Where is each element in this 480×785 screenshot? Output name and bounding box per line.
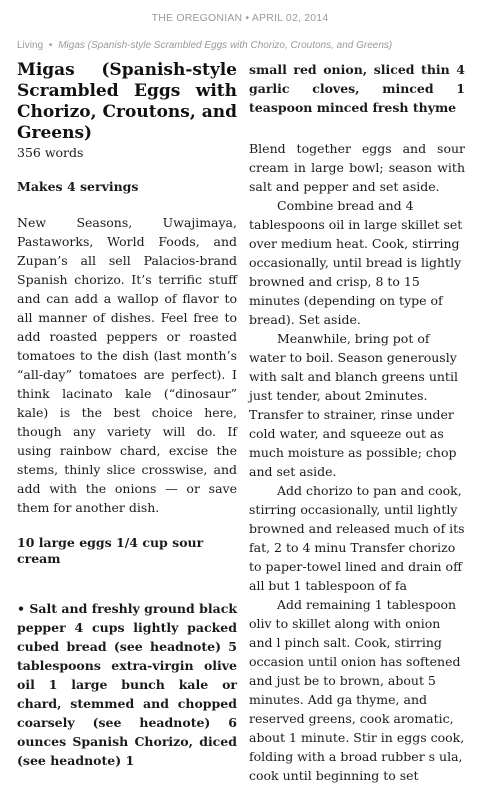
step-paragraph: Combine bread and 4 tablespoons oil in large skillet set over medium heat. Cook, stirring occasionally, until bread is lightly browned and crisp, 8 to 15 minutes (depending on type of bread). Set aside.	[249, 198, 463, 327]
breadcrumb	[17, 40, 467, 51]
servings-line: Makes 4 servings	[17, 179, 139, 194]
word-count: 356 words	[17, 145, 84, 160]
step-paragraph: Add remaining 1 tablespoon oliv to skillet along with onion and l pinch salt. Cook, stirring occasion until onion has softened and just be to brown, about 5 minutes. Add ga thyme, and reserved greens, cook aromatic, about 1 minute. Stir in eggs cook, folding with a broad rubber s ula, cook until beginning to set	[249, 597, 465, 783]
step-paragraph: Meanwhile, bring pot of water to boil. Season generously with salt and blanch greens until just tender, about 2minutes. Transfer to strainer, rinse under cold water, and squeeze out as much moisture as possible; chop and set aside.	[249, 331, 458, 479]
breadcrumb-separator: •	[48, 40, 53, 51]
publication-masthead: THE OREGONIAN • APRIL 02, 2014	[151, 12, 329, 24]
intro-paragraph: New Seasons, Uwajimaya, Pastaworks, World Foods, and Zupan’s all sell Palacios-brand Spanish chorizo. It’s terrific stuff and can add a wallop of flavor to all manner of dishes. Feel free to add roasted peppers or roasted tomatoes to the dish (last month’s “all-day” tomatoes are perfect). I think lacinato kale (“dinosaur” kale) is the best choice here, though any variety will do. If using rainbow chard, excise the stems, thinly slice crosswise, and add with the onions — or save them for another dish.	[17, 215, 237, 515]
article-column-left	[17, 60, 237, 770]
breadcrumb-article-title: Migas (Spanish-style Scrambled Eggs with Chorizo, Croutons, and Greens)	[58, 40, 393, 51]
ingredients-continued: small red onion, sliced thin 4 garlic cloves, minced 1 teaspoon minced fresh thyme	[249, 62, 465, 115]
breadcrumb-section-link[interactable]: Living	[17, 40, 44, 51]
ingredients-list: • Salt and freshly ground black pepper 4 cups lightly packed cubed bread (see headnote) 5 tablespoons extra-virgin olive oil 1 large bunch kale or chard, stemmed and chopped coarsely (see headnote) 6 ounces Spanish Chorizo, diced (see headnote) 1	[17, 601, 237, 768]
step-paragraph: Add chorizo to pan and cook, stirring occasionally, until lightly browned and released much of its fat, 2 to 4 minu Transfer chorizo to paper-towel lined and drain off all but 1 tablespoon of fa	[249, 483, 465, 593]
ingredients-lead: 10 large eggs 1/4 cup sour cream	[17, 535, 204, 566]
article-column-right	[249, 60, 465, 785]
article-headline: Migas (Spanish-style Scrambled Eggs with Chorizo, Croutons, and Greens)	[17, 60, 237, 143]
step-paragraph: Blend together eggs and sour cream in large bowl; season with salt and pepper and set aside.	[249, 141, 465, 194]
